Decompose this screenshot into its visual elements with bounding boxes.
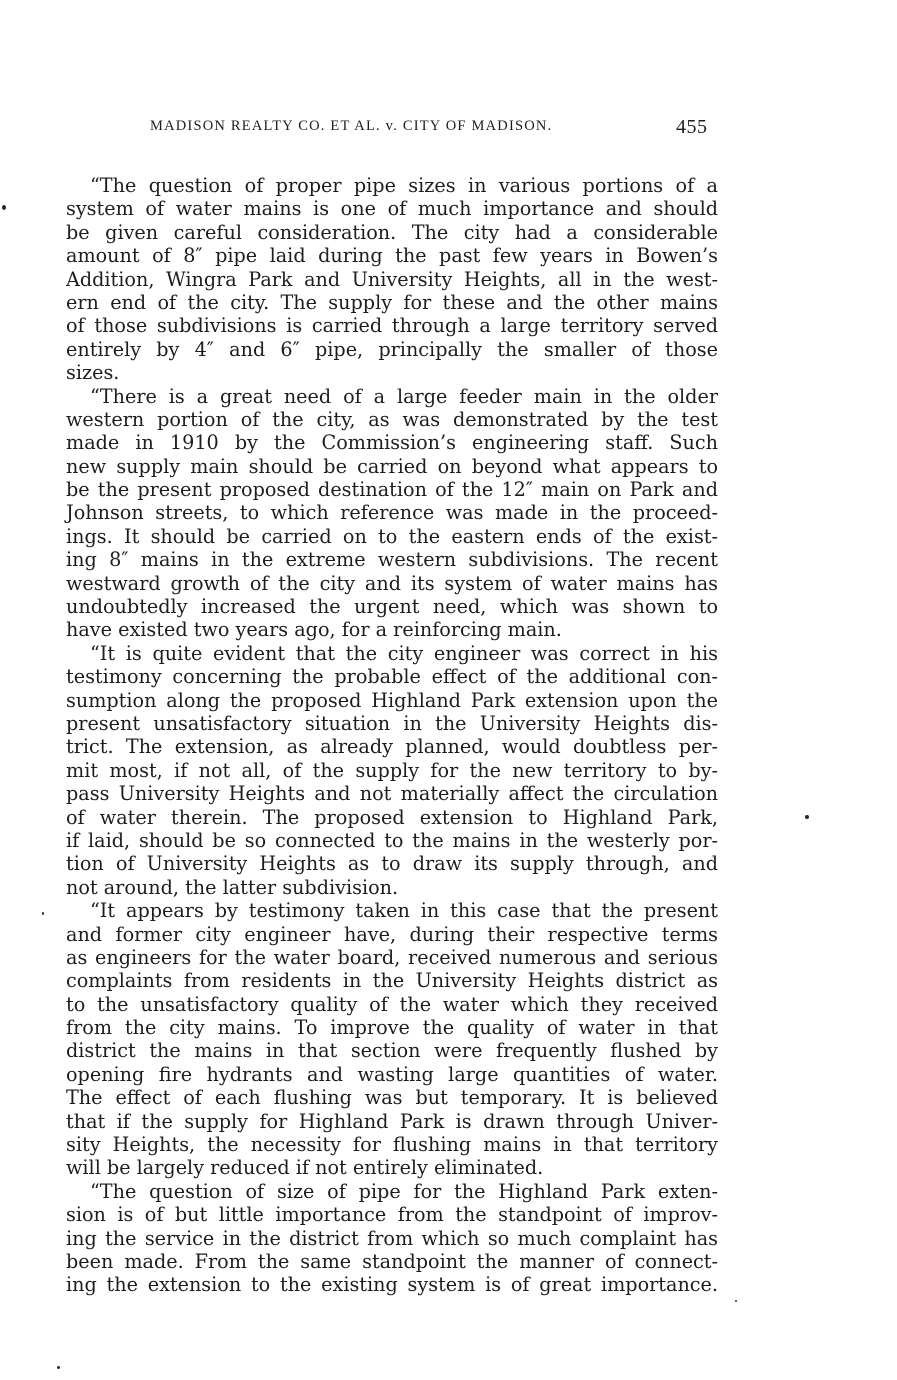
- text-line: Addition, Wingra Park and University Heights, all in the west-: [66, 267, 718, 291]
- text-line: be the present proposed destination of the 12″ main on Park and: [66, 478, 718, 502]
- text-line: ing the extension to the existing system is of great importance.: [66, 1273, 718, 1297]
- running-header-title: MADISON REALTY CO. ET AL. v. CITY OF MADISON.: [150, 118, 553, 134]
- text-line: sumption along the proposed Highland Park extension upon the: [66, 688, 718, 712]
- scan-speck: [57, 1366, 60, 1369]
- text-line: sity Heights, the necessity for flushing mains in that territory: [66, 1133, 718, 1157]
- text-line: ing the service in the district from which so much complaint has: [66, 1226, 718, 1250]
- text-line: western portion of the city, as was demonstrated by the test: [66, 407, 718, 431]
- text-line: not around, the latter subdivision.: [66, 875, 399, 899]
- text-line: The effect of each flushing was but temporary. It is believed: [66, 1086, 718, 1110]
- text-line: will be largely reduced if not entirely eliminated.: [66, 1156, 544, 1180]
- text-line: system of water mains is one of much importance and should: [66, 197, 718, 221]
- scan-speck: [805, 815, 809, 819]
- body-text: [66, 174, 718, 1297]
- text-line: as engineers for the water board, received numerous and serious: [66, 945, 718, 969]
- paragraph-5: [66, 1180, 718, 1297]
- text-line: made in 1910 by the Commission’s engineering staff. Such: [66, 431, 718, 455]
- text-line: ing 8″ mains in the extreme western subdivisions. The recent: [66, 548, 718, 572]
- text-line: from the city mains. To improve the quality of water in that: [66, 1016, 718, 1040]
- text-line: pass University Heights and not materially affect the circulation: [66, 782, 718, 806]
- text-line: undoubtedly increased the urgent need, which was shown to: [66, 595, 718, 619]
- text-line: new supply main should be carried on beyond what appears to: [66, 454, 718, 478]
- text-line: westward growth of the city and its system of water mains has: [66, 571, 718, 595]
- scan-speck: [2, 205, 6, 210]
- text-line: opening fire hydrants and wasting large quantities of water.: [66, 1062, 718, 1086]
- text-line: district the mains in that section were frequently flushed by: [66, 1039, 718, 1063]
- text-line: Johnson streets, to which reference was made in the proceed-: [66, 501, 718, 525]
- text-line: been made. From the same standpoint the manner of connect-: [66, 1249, 718, 1273]
- text-line: “The question of proper pipe sizes in various portions of a: [90, 174, 718, 197]
- paragraph-4: [66, 899, 718, 1180]
- text-line: present unsatisfactory situation in the University Heights dis-: [66, 711, 718, 735]
- text-line: to the unsatisfactory quality of the water which they received: [66, 992, 718, 1016]
- text-line: if laid, should be so connected to the mains in the westerly por-: [66, 828, 718, 852]
- text-line: of water therein. The proposed extension to Highland Park,: [66, 805, 718, 829]
- text-line: mit most, if not all, of the supply for the new territory to by-: [66, 758, 718, 782]
- text-line: “It is quite evident that the city engineer was correct in his: [90, 641, 718, 665]
- text-line: amount of 8″ pipe laid during the past few years in Bowen’s: [66, 244, 718, 268]
- text-line: “The question of size of pipe for the Highland Park exten-: [90, 1179, 718, 1203]
- text-line: have existed two years ago, for a reinforcing main.: [66, 618, 562, 642]
- text-line: and former city engineer have, during their respective terms: [66, 922, 718, 946]
- text-line: of those subdivisions is carried through a large territory served: [66, 314, 718, 338]
- text-line: complaints from residents in the University Heights district as: [66, 969, 718, 993]
- text-line: ings. It should be carried on to the eastern ends of the exist-: [66, 524, 718, 548]
- text-line: sion is of but little importance from the standpoint of improv-: [66, 1203, 718, 1227]
- scan-speck: [42, 912, 44, 915]
- text-line: entirely by 4″ and 6″ pipe, principally the smaller of those: [66, 337, 718, 361]
- text-line: “There is a great need of a large feeder main in the older: [90, 384, 718, 408]
- text-line: trict. The extension, as already planned, would doubtless per-: [66, 735, 718, 759]
- scan-speck: [735, 1300, 737, 1302]
- text-line: be given careful consideration. The city had a considerable: [66, 220, 718, 244]
- text-line: ern end of the city. The supply for these and the other mains: [66, 290, 718, 314]
- text-line: sizes.: [66, 361, 120, 385]
- page-number: 455: [676, 116, 708, 138]
- paragraph-3: [66, 642, 718, 899]
- text-line: testimony concerning the probable effect of the additional con-: [66, 665, 718, 689]
- paragraph-2: [66, 385, 718, 642]
- paragraph-1: [66, 174, 718, 385]
- text-line: tion of University Heights as to draw its supply through, and: [66, 852, 718, 876]
- text-line: “It appears by testimony taken in this case that the present: [90, 899, 718, 923]
- text-line: that if the supply for Highland Park is drawn through Univer-: [66, 1109, 718, 1133]
